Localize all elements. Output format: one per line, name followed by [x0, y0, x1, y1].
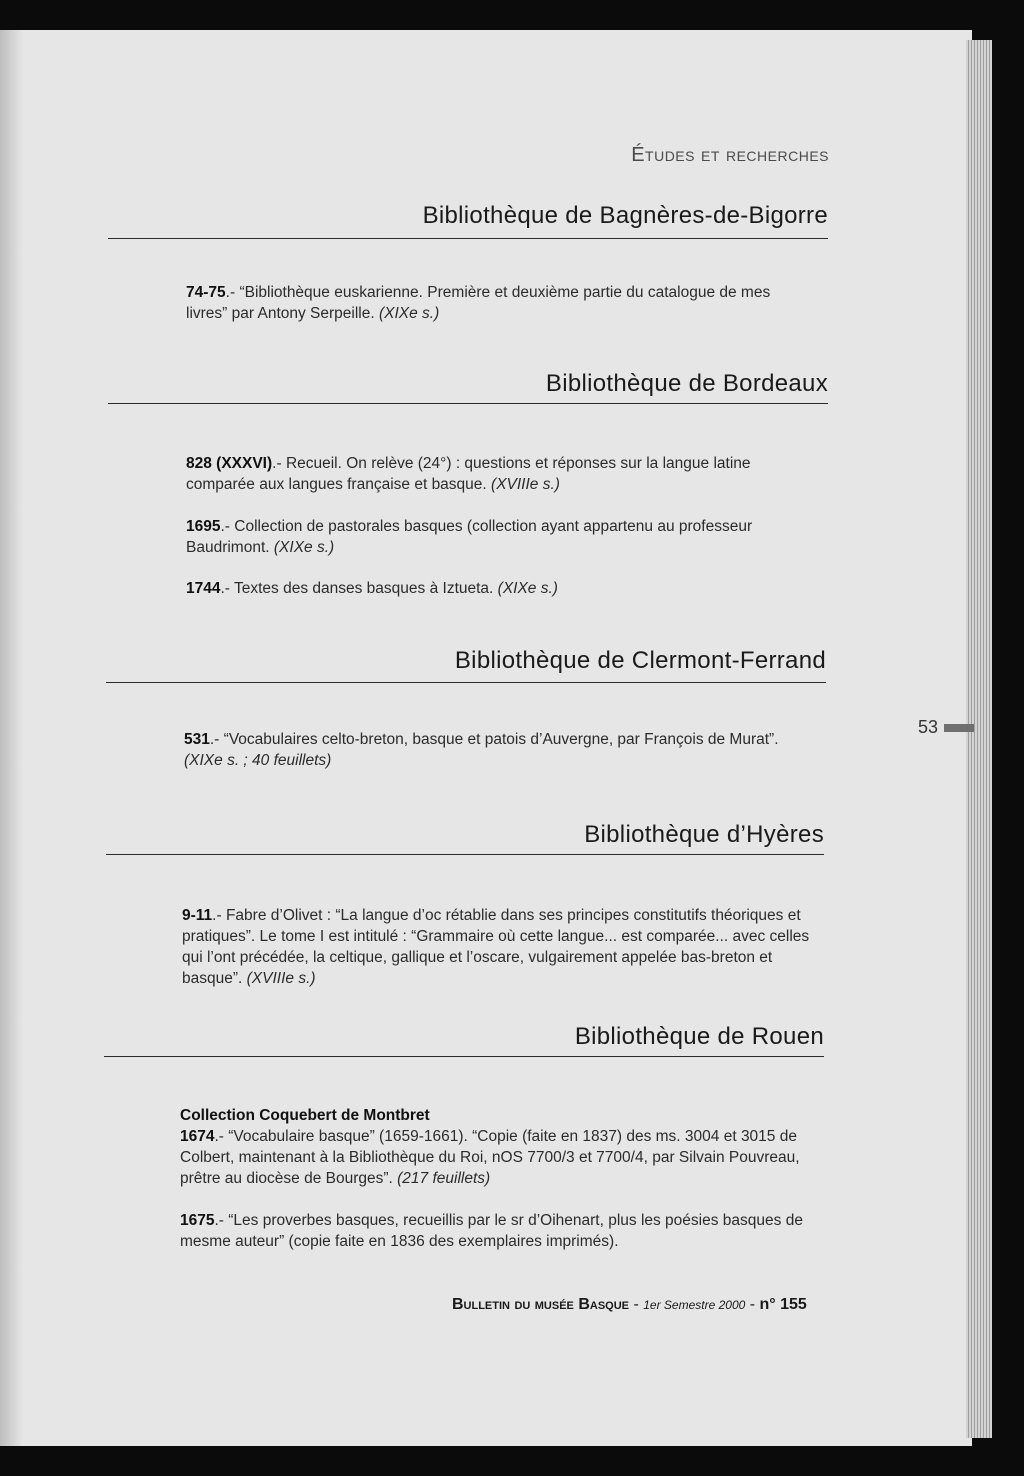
entry-text: Textes des danses basques à Iztueta.	[233, 580, 498, 597]
entry-number: 9-11	[182, 907, 213, 924]
entry-note: (XIXe s.)	[378, 305, 440, 322]
section-title-clermont: Bibliothèque de Clermont-Ferrand	[454, 647, 826, 674]
entry-9-11: 9-11.- Fabre d’Olivet : “La langue d’oc rétablie dans ses principes constitutifs théoriques et pratiques”. Le tome I est intitulé : “Grammaire où cette langue... est comparée... avec celles qui l’ont précédée, la celtique, gallique et l’oscare, vulgairement appelée bas-breton et basque”. (XVIIIe s.)	[182, 907, 810, 987]
entry-text: “Vocabulaire basque” (1659-1661). “Copie (faite en 1837) des ms. 3004 et 3015 de Colbert, maintenant à la Bibliothèque du Roi, nOS 7700/3 et 7700/4, par Silvain Pouvreau, prêtre au diocèse de Bourges”.	[180, 1128, 800, 1187]
entry-1675: 1675.- “Les proverbes basques, recueillis par le sr d’Oihenart, plus les poésies basques de mesme auteur” (copie faite en 1836 des exemplaires imprimés).	[180, 1212, 803, 1250]
section-rule	[104, 1056, 824, 1057]
entry-number: 1695	[186, 518, 221, 535]
section-title-rouen: Bibliothèque de Rouen	[574, 1023, 824, 1050]
left-page-edge	[0, 30, 22, 1446]
section-title-bagneres: Bibliothèque de Bagnères-de-Bigorre	[422, 202, 828, 229]
entry-number: 1674	[180, 1128, 215, 1145]
page-tab-marker	[944, 724, 974, 732]
section-title-bordeaux: Bibliothèque de Bordeaux	[545, 370, 828, 397]
journal-name: Bulletin du musée Basque	[452, 1296, 630, 1313]
entry-text: Collection de pastorales basques (collection ayant appartenu au professeur Baudrimont.	[186, 518, 753, 556]
entry-note: (XIXe s. ; 40 feuillets)	[184, 752, 332, 769]
entry-note: (XVIIIe s.)	[246, 970, 316, 987]
entry-text: Recueil. On relève (24°) : questions et réponses sur la langue latine comparée aux langues française et basque.	[186, 455, 751, 493]
entry-note: (217 feuillets)	[397, 1170, 491, 1187]
entry-note: (XIXe s.)	[497, 580, 558, 597]
section-rule	[108, 238, 828, 239]
collection-subhead: Collection Coquebert de Montbret	[180, 1107, 430, 1124]
entry-1695: 1695.- Collection de pastorales basques (collection ayant appartenu au professeur Baudrimont. (XIXe s.)	[186, 518, 753, 556]
entry-number: 828 (XXXVI)	[186, 455, 273, 472]
page-number: 53	[918, 717, 939, 737]
issue-number: n° 155	[759, 1296, 807, 1313]
entry-1744: 1744.- Textes des danses basques à Iztueta. (XIXe s.)	[186, 580, 558, 597]
page-stack-edge	[966, 40, 992, 1438]
entry-74-75: 74-75.- “Bibliothèque euskarienne. Première et deuxième partie du catalogue de mes livres” par Antony Serpeille. (XIXe s.)	[186, 284, 771, 322]
entry-531: 531.- “Vocabulaires celto-breton, basque et patois d’Auvergne, par François de Murat”. (XIXe s. ; 40 feuillets)	[184, 731, 779, 769]
entry-number: 1744	[186, 580, 221, 597]
entry-828: 828 (XXXVI).- Recueil. On relève (24°) : questions et réponses sur la langue latine comparée aux langues française et basque. (XVIIIe s.)	[186, 455, 751, 493]
entry-number: 1675	[180, 1212, 215, 1229]
semester: 1er Semestre 2000	[643, 1298, 746, 1312]
entry-note: (XIXe s.)	[273, 539, 335, 556]
entry-number: 74-75	[186, 284, 226, 301]
entry-number: 531	[184, 731, 210, 748]
entry-text: Fabre d’Olivet : “La langue d’oc rétablie dans ses principes constitutifs théoriques et pratiques”. Le tome I est intitulé : “Grammaire où cette langue... est comparée... avec celles qui l’ont précédée, la celtique, gallique et l’oscare, vulgairement appelée bas-breton et basque”.	[182, 907, 810, 987]
running-header: Études et recherches	[631, 144, 829, 166]
entry-rouen: Collection Coquebert de Montbret 1674.- “Vocabulaire basque” (1659-1661). “Copie (faite en 1837) des ms. 3004 et 3015 de Colbert, maintenant à la Bibliothèque du Roi, nOS 7700/3 et 7700/4, par Silvain Pouvreau, prêtre au diocèse de Bourges”. (217 feuillets)	[180, 1105, 820, 1189]
section-title-hyeres: Bibliothèque d’Hyères	[584, 821, 824, 848]
entry-note: (XVIIIe s.)	[491, 476, 560, 493]
section-rule	[106, 682, 826, 683]
entry-text: “Bibliothèque euskarienne. Première et deuxième partie du catalogue de mes livres” par Antony Serpeille.	[186, 284, 771, 322]
section-rule	[106, 854, 824, 855]
entry-text: “Les proverbes basques, recueillis par le sr d’Oihenart, plus les poésies basques de mesme auteur” (copie faite en 1836 des exemplaires imprimés).	[180, 1212, 803, 1250]
section-rule	[108, 403, 828, 404]
entry-text: “Vocabulaires celto-breton, basque et patois d’Auvergne, par François de Murat”.	[223, 731, 779, 748]
footer: Bulletin du musée Basque - 1er Semestre 2000 - n° 155	[452, 1296, 807, 1313]
